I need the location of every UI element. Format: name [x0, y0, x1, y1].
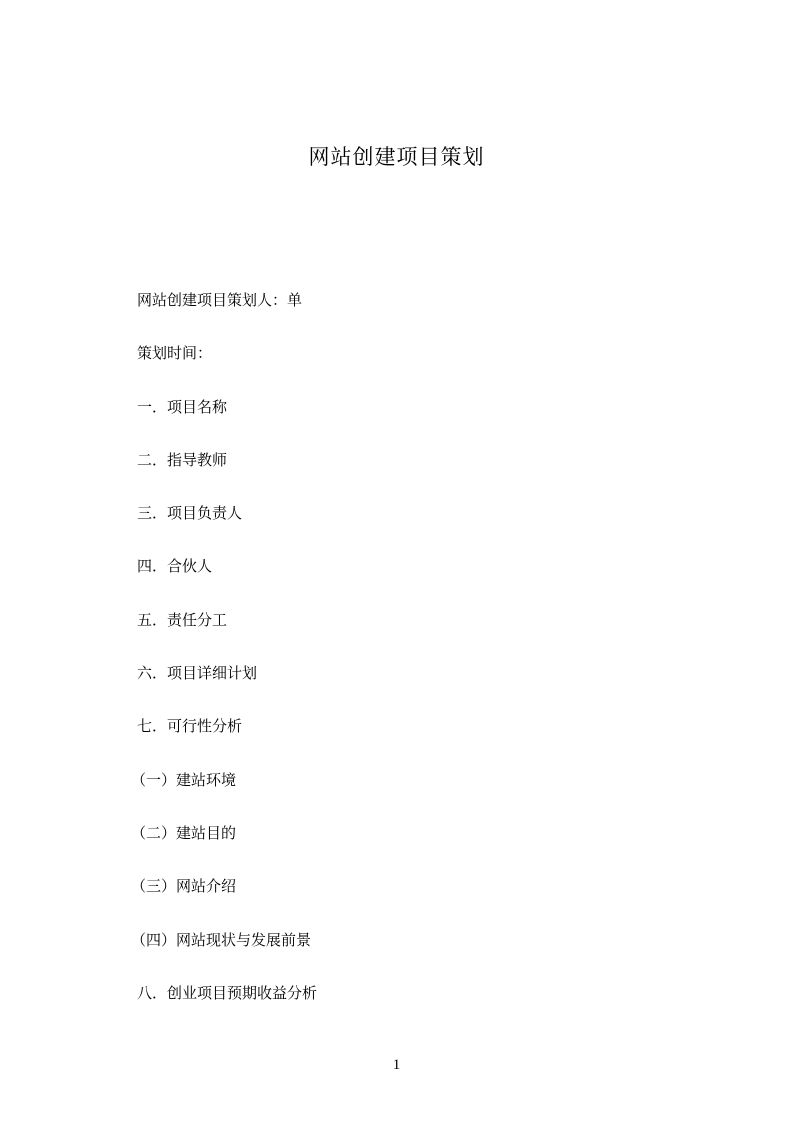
section-heading: 六．项目详细计划: [137, 664, 258, 683]
section-heading: 五．责任分工: [137, 610, 228, 629]
page-number: 1: [392, 1057, 401, 1073]
document-body: [131, 287, 697, 1033]
section-heading: 三．项目负责人: [137, 504, 243, 523]
subsection-heading: （一）建站环境: [131, 770, 237, 789]
section-heading: 二．指导教师: [137, 450, 228, 469]
section-heading: 八．创业项目预期收益分析: [137, 983, 318, 1002]
subsection-heading: （二）建站目的: [131, 823, 237, 842]
section-heading: 一．项目名称: [137, 397, 228, 416]
section-heading: 四．合伙人: [137, 557, 213, 576]
planner-line: 网站创建项目策划人：单: [137, 291, 303, 309]
subsection-heading: （三）网站介绍: [131, 877, 237, 896]
section-heading: 七．可行性分析: [137, 717, 243, 736]
subsection-heading: （四）网站现状与发展前景: [131, 930, 312, 949]
document-title: 网站创建项目策划: [308, 145, 485, 169]
planning-time-line: 策划时间：: [137, 344, 213, 363]
